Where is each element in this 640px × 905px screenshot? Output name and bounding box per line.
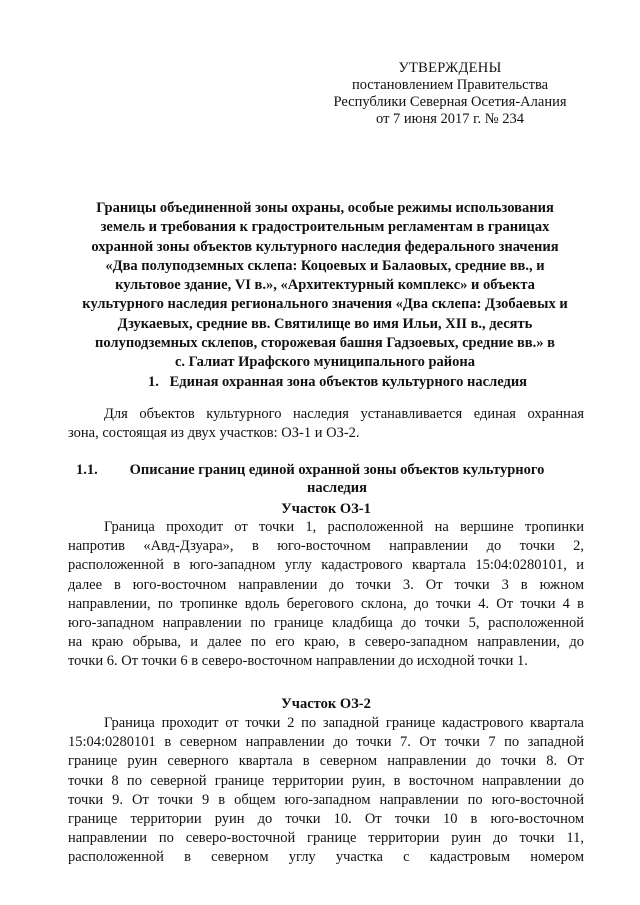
title-line: культовое здание, VI в.», «Архитектурный комплекс» и объекта	[115, 277, 535, 294]
approval-stamp	[300, 60, 600, 128]
title-line: «Два полуподземных склепа: Коцоевых и Балаовых, средние вв., и	[105, 257, 545, 274]
plot-oz2-description	[68, 714, 584, 868]
section-number: 1.	[148, 374, 159, 390]
document-title	[58, 199, 592, 373]
paragraph-line: расположенной в юго-западном углу кадастрового квартала 15:04:0280101, и	[68, 557, 584, 574]
paragraph-line: расположенной в северном углу участка с кадастровым номером	[68, 849, 584, 866]
title-line: с. Галиат Ирафского муниципального района	[174, 354, 475, 371]
approval-line-3: от 7 июня 2017 г. № 234	[376, 111, 524, 127]
title-line: земель и требования к градостроительным регламентам в границах	[100, 219, 550, 236]
plot-oz1-title: Участок ОЗ-1	[281, 501, 371, 517]
approval-line-1: постановлением Правительства	[351, 77, 549, 93]
paragraph-line: границе руин северного квартала в северном направлении до точки 8. От	[68, 753, 584, 770]
title-line: полуподземных склепов, сторожевая башня Гадзоевых, средние вв.» в	[95, 335, 555, 352]
subsection-title-line: Описание границ единой охранной зоны объектов культурного	[129, 462, 545, 478]
paragraph-line: далее в юго-восточном направлении до точки 3. От точки 3 в южном	[68, 576, 584, 593]
paragraph-line: направлении, по тропинке вдоль берегового склона, до точки 4. От точки 4 в	[68, 595, 584, 612]
paragraph-line: точки 6. От точки 6 в северо-восточном направлении до исходной точки 1.	[68, 653, 528, 670]
paragraph-line: юго-западном направлении по границе кладбища до точки 5, расположенной	[68, 615, 584, 632]
approval-heading: УТВЕРЖДЕНЫ	[398, 60, 502, 76]
subsection-number: 1.1.	[76, 462, 98, 478]
title-line: Границы объединенной зоны охраны, особые режимы использования	[96, 200, 554, 216]
paragraph-line: Граница проходит от точки 2 по западной границе кадастрового квартала	[104, 715, 584, 731]
plot-oz2-title: Участок ОЗ-2	[281, 696, 371, 712]
subsection-title-line: наследия	[307, 480, 367, 496]
paragraph-line: Граница проходит от точки 1, расположенной на вершине тропинки	[104, 519, 584, 535]
title-line: Дзукаевых, средние вв. Святилище во имя Ильи, XII в., десять	[117, 315, 533, 332]
paragraph-line: направлении по северо-восточной границе территории руин до точки 11,	[68, 830, 584, 847]
paragraph-line: точки 8 по северной границе территории руин, в восточном направлении до	[68, 772, 584, 789]
section-title: Единая охранная зона объектов культурного наследия	[169, 374, 528, 390]
paragraph-line: напротив «Авд-Дзуара», в юго-восточном направлении до точки 2,	[68, 538, 584, 555]
paragraph-line: границе территории руин до точки 10. От точки 10 в юго-восточном	[68, 811, 584, 828]
paragraph-line: зона, состоящая из двух участков: ОЗ-1 и ОЗ-2.	[68, 425, 360, 442]
paragraph-line: Для объектов культурного наследия устанавливается единая охранная	[104, 406, 584, 422]
paragraph-line: точки 9. От точки 9 в общем юго-западном направлении по юго-восточной	[68, 791, 584, 808]
subsection-title	[127, 461, 547, 497]
title-line: охранной зоны объектов культурного наследия федерального значения	[91, 238, 559, 255]
paragraph-line: 15:04:0280101 в северном направлении до точки 7. От точки 7 по западной	[68, 734, 584, 751]
title-line: культурного наследия регионального значения «Два склепа: Дзобаевых и	[82, 296, 568, 313]
approval-line-2: Республики Северная Осетия-Алания	[333, 94, 567, 110]
paragraph-line: на краю обрыва, и далее по его краю, в северо-западном направлении, до	[68, 634, 584, 651]
section-intro-paragraph	[68, 405, 584, 443]
plot-oz1-description	[68, 518, 584, 672]
section-heading	[148, 373, 527, 391]
